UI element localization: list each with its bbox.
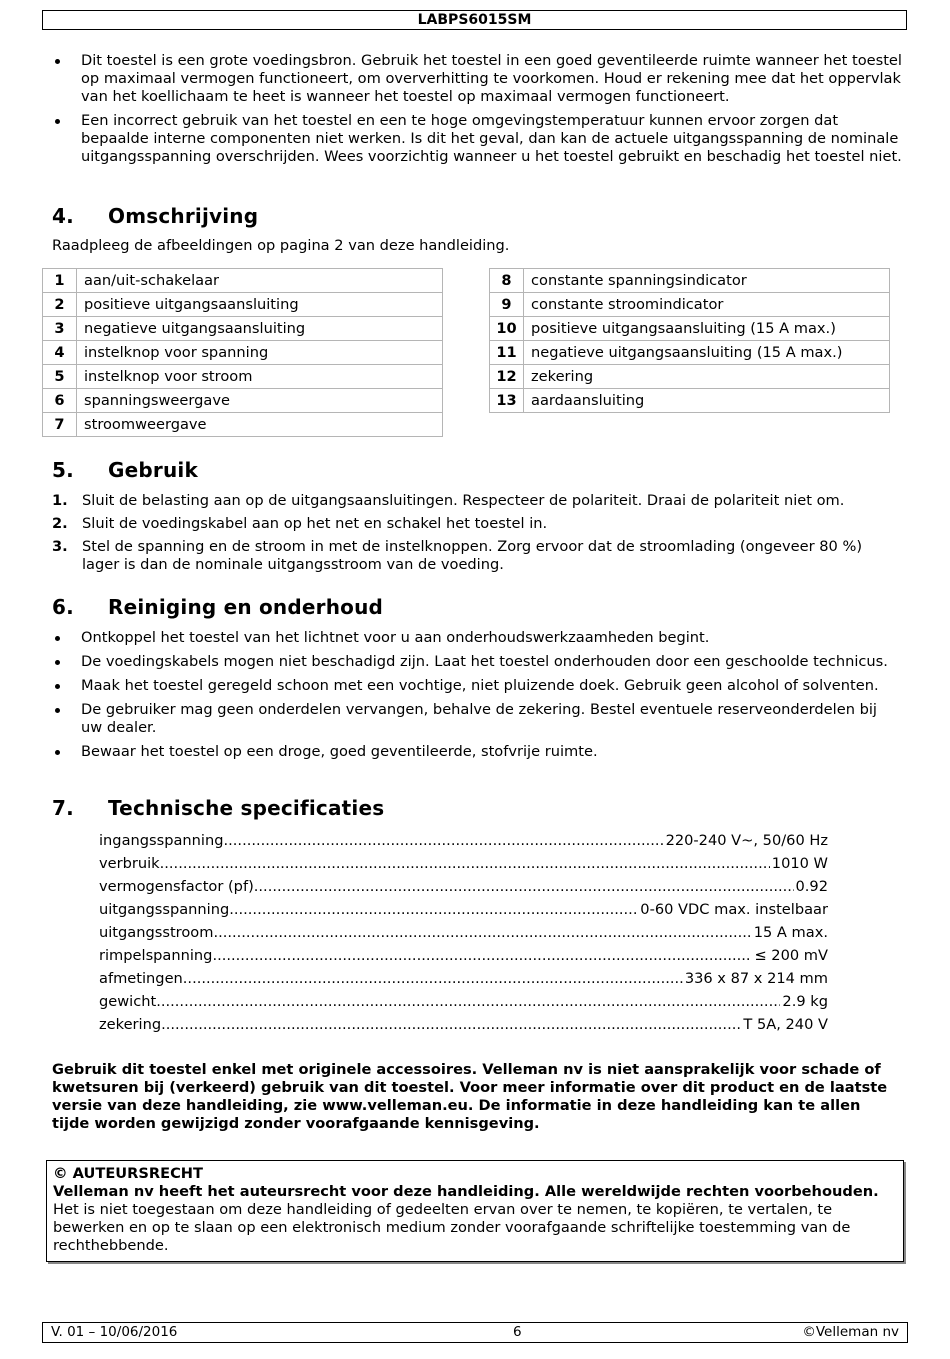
table-row [43, 317, 443, 341]
model-name: LABPS6015SM [417, 12, 532, 28]
spec-row [99, 944, 828, 967]
section-heading-usage [52, 458, 198, 482]
safety-bullet-list [52, 52, 902, 172]
part-label: negatieve uitgangsaansluiting (15 A max.) [524, 341, 890, 365]
part-label: stroomweergave [77, 413, 443, 437]
copyright-title: © AUTEURSRECHT [53, 1165, 203, 1182]
spec-row [99, 990, 828, 1013]
part-number: 5 [43, 365, 77, 389]
table-row [43, 413, 443, 437]
part-label: positieve uitgangsaansluiting (15 A max.) [524, 317, 890, 341]
step-number: 3. [52, 538, 68, 555]
table-row [490, 389, 890, 413]
part-number: 4 [43, 341, 77, 365]
spec-leader [254, 875, 794, 898]
table-row [490, 317, 890, 341]
spec-value: 15 A max. [753, 924, 828, 941]
part-number: 9 [490, 293, 524, 317]
table-row [490, 365, 890, 389]
part-number: 13 [490, 389, 524, 413]
spec-value: 2.9 kg [782, 993, 828, 1010]
spec-leader [161, 1013, 741, 1036]
section-number: 6. [52, 595, 74, 619]
table-row [43, 293, 443, 317]
spec-row [99, 875, 828, 898]
part-label: negatieve uitgangsaansluiting [77, 317, 443, 341]
spec-label: uitgangsstroom [99, 924, 214, 941]
footer-brand: ©Velleman nv [802, 1324, 899, 1340]
page-header [42, 10, 907, 30]
copyright-box [46, 1160, 904, 1262]
part-number: 11 [490, 341, 524, 365]
spec-row [99, 967, 828, 990]
spec-value: 336 x 87 x 214 mm [684, 970, 828, 987]
disclaimer-text: Gebruik dit toestel enkel met originele accessoires. Velleman nv is niet aansprakelijk voor schade of kwetsuren bij (verkeerd) gebruik van dit toestel. Voor meer informatie over dit product en de laatste versie van deze handleiding, zie www.velleman.eu. De informatie in deze handleiding kan te allen tijde worden gewijzigd zonder voorafgaande kennisgeving. [52, 1061, 888, 1132]
list-item [52, 515, 902, 533]
spec-label: gewicht [99, 993, 157, 1010]
spec-leader [160, 852, 770, 875]
spec-label: zekering [99, 1016, 162, 1033]
part-number: 10 [490, 317, 524, 341]
section-heading-specifications [52, 796, 384, 820]
spec-leader [229, 898, 638, 921]
part-number: 8 [490, 269, 524, 293]
copyright-statement: Velleman nv heeft het auteursrecht voor deze handleiding. Alle wereldwijde rechten voorbehouden. [53, 1183, 879, 1200]
specifications-list [99, 829, 828, 1036]
section-number: 7. [52, 796, 74, 820]
list-item [52, 492, 902, 510]
maintenance-bullet-list [52, 629, 902, 767]
part-label: spanningsweergave [77, 389, 443, 413]
description-intro: Raadpleeg de afbeeldingen op pagina 2 van deze handleiding. [52, 237, 510, 254]
spec-label: rimpelspanning [99, 947, 213, 964]
part-label: instelknop voor stroom [77, 365, 443, 389]
part-number: 2 [43, 293, 77, 317]
list-item: Dit toestel is een grote voedingsbron. Gebruik het toestel in een goed geventileerde ruimte wanneer het toestel op maximaal vermogen functioneert, om oververhitting te voorkomen. Houd er rekening mee dat het oppervlak van het koellichaam te heet is wanneer het toestel op maximaal vermogen functioneert. [52, 52, 902, 106]
list-item: Ontkoppel het toestel van het lichtnet voor u aan onderhoudswerkzaamheden begint. [52, 629, 902, 647]
page-footer [42, 1322, 908, 1343]
spec-value: 0-60 VDC max. instelbaar [640, 901, 828, 918]
copyright-body: Het is niet toegestaan om deze handleiding of gedeelten ervan over te nemen, te kopiëren, te vertalen, te bewerken en op te slaan op een elektronisch medium zonder voorafgaande schriftelijke toestemming van de rechthebbende. [53, 1201, 851, 1254]
list-item: De voedingskabels mogen niet beschadigd zijn. Laat het toestel onderhouden door een geschoolde technicus. [52, 653, 902, 671]
part-number: 3 [43, 317, 77, 341]
spec-leader [183, 967, 683, 990]
part-label: zekering [524, 365, 890, 389]
part-number: 12 [490, 365, 524, 389]
spec-row [99, 1013, 828, 1036]
parts-table-left [42, 268, 443, 437]
spec-value: T 5A, 240 V [743, 1016, 828, 1033]
section-heading-maintenance [52, 595, 383, 619]
section-heading-description [52, 204, 258, 228]
spec-label: ingangsspanning [99, 832, 224, 849]
spec-value: ≤ 200 mV [754, 947, 828, 964]
step-text: Sluit de voedingskabel aan op het net en schakel het toestel in. [82, 515, 548, 532]
list-item: De gebruiker mag geen onderdelen vervangen, behalve de zekering. Bestel eventuele reserveonderdelen bij uw dealer. [52, 701, 902, 737]
spec-value: 220-240 V~, 50/60 Hz [665, 832, 828, 849]
part-number: 1 [43, 269, 77, 293]
spec-row [99, 921, 828, 944]
section-number: 5. [52, 458, 74, 482]
section-title: Omschrijving [108, 204, 259, 228]
step-number: 2. [52, 515, 68, 532]
part-label: aan/uit-schakelaar [77, 269, 443, 293]
spec-value: 1010 W [771, 855, 828, 872]
list-item: Bewaar het toestel op een droge, goed geventileerde, stofvrije ruimte. [52, 743, 902, 761]
part-label: instelknop voor spanning [77, 341, 443, 365]
step-text: Sluit de belasting aan op de uitgangsaansluitingen. Respecteer de polariteit. Draai de polariteit niet om. [82, 492, 845, 509]
footer-version: V. 01 – 10/06/2016 [51, 1324, 178, 1340]
list-item: Maak het toestel geregeld schoon met een vochtige, niet pluizende doek. Gebruik geen alcohol of solventen. [52, 677, 902, 695]
part-label: aardaansluiting [524, 389, 890, 413]
part-number: 7 [43, 413, 77, 437]
spec-row [99, 829, 828, 852]
part-number: 6 [43, 389, 77, 413]
section-title: Reiniging en onderhoud [108, 595, 384, 619]
footer-page-number: 6 [513, 1324, 522, 1340]
spec-row [99, 898, 828, 921]
spec-leader [212, 944, 752, 967]
table-row [490, 269, 890, 293]
spec-label: uitgangsspanning [99, 901, 230, 918]
spec-label: vermogensfactor (pf) [99, 878, 254, 895]
section-number: 4. [52, 204, 74, 228]
spec-value: 0.92 [795, 878, 828, 895]
part-label: positieve uitgangsaansluiting [77, 293, 443, 317]
parts-table-right [489, 268, 890, 413]
spec-label: afmetingen [99, 970, 183, 987]
spec-label: verbruik [99, 855, 160, 872]
step-text: Stel de spanning en de stroom in met de instelknoppen. Zorg ervoor dat de stroomlading (ongeveer 80 %) lager is dan de nominale uitgangsstroom van de voeding. [82, 538, 863, 573]
table-row [43, 389, 443, 413]
section-title: Gebruik [108, 458, 198, 482]
section-title: Technische specificaties [108, 796, 385, 820]
part-label: constante stroomindicator [524, 293, 890, 317]
table-row [490, 293, 890, 317]
spec-leader [156, 990, 780, 1013]
list-item [52, 538, 902, 574]
table-row [43, 365, 443, 389]
step-number: 1. [52, 492, 68, 509]
list-item: Een incorrect gebruik van het toestel en een te hoge omgevingstemperatuur kunnen ervoor zorgen dat bepaalde interne componenten niet werken. Is dit het geval, dan kan de actuele uitgangsspanning de nominale uitgangsspanning overschrijden. Wees voorzichtig wanneer u het toestel gebruikt en beschadig het toestel niet. [52, 112, 902, 166]
spec-leader [213, 921, 751, 944]
spec-row [99, 852, 828, 875]
usage-steps [52, 492, 902, 579]
part-label: constante spanningsindicator [524, 269, 890, 293]
table-row [490, 341, 890, 365]
table-row [43, 269, 443, 293]
table-row [43, 341, 443, 365]
spec-leader [224, 829, 664, 852]
